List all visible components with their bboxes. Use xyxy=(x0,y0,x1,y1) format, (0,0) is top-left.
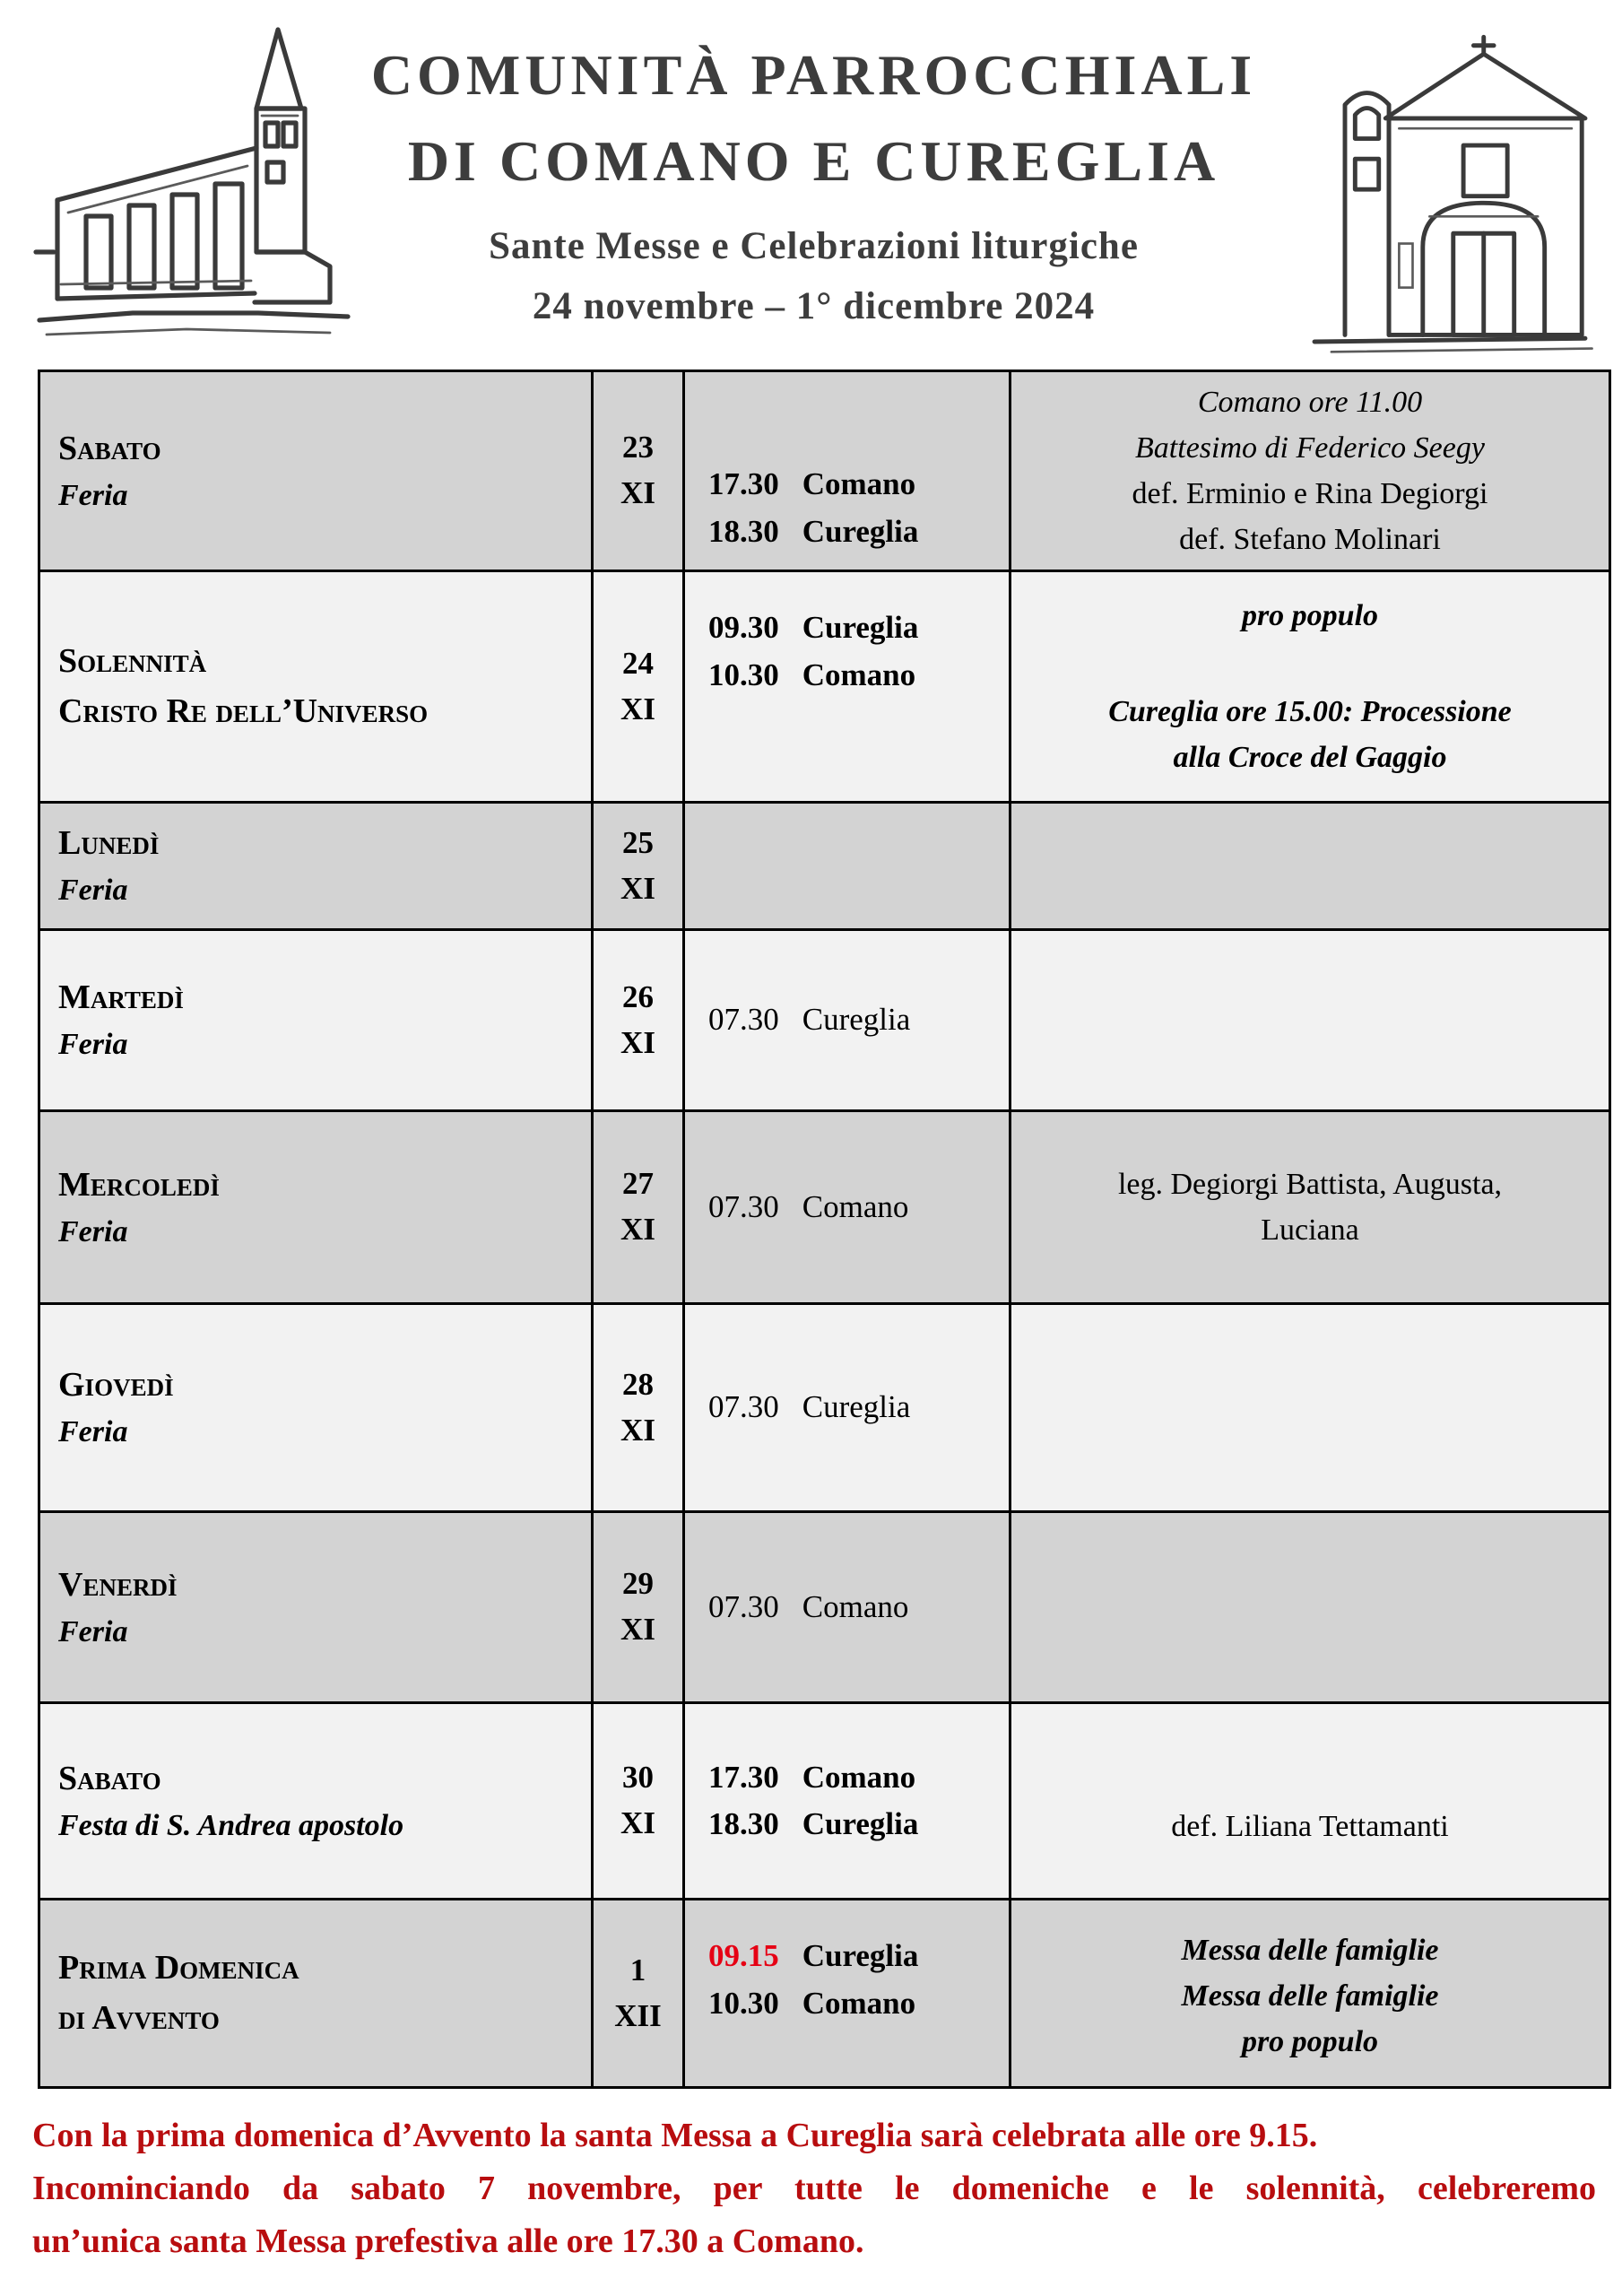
day-subtitle: Feria xyxy=(58,1028,128,1062)
mass-line xyxy=(708,1384,1009,1431)
note-line: def. Stefano Molinari xyxy=(1179,523,1441,556)
date-month: XI xyxy=(620,691,655,726)
date-cell xyxy=(593,1512,684,1703)
mass-time: 09.15 xyxy=(708,1938,779,1973)
mass-time: 18.30 xyxy=(708,513,779,549)
day-name: Lunedì xyxy=(58,824,160,863)
date-cell xyxy=(593,371,684,571)
mass-time: 07.30 xyxy=(708,1188,779,1224)
date-day: 24 xyxy=(622,645,654,681)
date-cell xyxy=(593,571,684,803)
notes-cell xyxy=(1010,1512,1610,1703)
table-row xyxy=(39,1304,1610,1512)
day-name: Sabato xyxy=(58,1759,161,1797)
page-title-line1: COMUNITÀ PARROCCHIALI xyxy=(370,43,1257,107)
schedule-table xyxy=(38,370,1611,2089)
mass-time: 07.30 xyxy=(708,1002,779,1038)
footer-line: Incominciando da sabato 7 novembre, per tutte le domeniche e le solennità, celebreremo xyxy=(32,2169,1596,2207)
note-line: pro populo xyxy=(1241,2025,1379,2058)
masses-cell xyxy=(684,1900,1010,2088)
mass-line xyxy=(708,1754,1009,1802)
date-day: 23 xyxy=(622,430,654,465)
masses-cell xyxy=(684,1512,1010,1703)
day-subtitle: Feria xyxy=(58,1415,128,1449)
day-subtitle: Feria xyxy=(58,874,128,908)
mass-time: 09.30 xyxy=(708,610,779,645)
day-cell xyxy=(39,371,593,571)
day-cell xyxy=(39,1703,593,1900)
date-day: 25 xyxy=(622,824,654,860)
footer-line: Con la prima domenica d’Avvento la santa Messa a Cureglia sarà celebrata alle ore 9.15. xyxy=(32,2117,1318,2154)
mass-line xyxy=(708,652,1009,700)
note-line: Messa delle famiglie xyxy=(1181,1979,1439,2013)
note-line: def. Liliana Tettamanti xyxy=(1171,1810,1449,1843)
mass-line xyxy=(708,461,1009,509)
day-cell xyxy=(39,571,593,803)
mass-line xyxy=(708,1801,1009,1848)
masses-cell xyxy=(684,1703,1010,1900)
note-line: Luciana xyxy=(1261,1213,1359,1247)
page-date-range: 24 novembre – 1° dicembre 2024 xyxy=(532,284,1096,327)
note-line: Cureglia ore 15.00: Processione xyxy=(1108,695,1512,728)
day-name: Venerdì xyxy=(58,1565,178,1604)
table-row xyxy=(39,1900,1610,2088)
mass-line xyxy=(708,1933,1009,1980)
notes-cell xyxy=(1010,930,1610,1111)
masses-cell xyxy=(684,1111,1010,1304)
day-name: Sabato xyxy=(58,429,161,467)
church-sketch-right xyxy=(1280,27,1619,357)
day-cell xyxy=(39,1304,593,1512)
day-cell xyxy=(39,1512,593,1703)
day-subtitle: Feria xyxy=(58,478,128,512)
mass-place: Cureglia xyxy=(802,1806,919,1841)
day-name: Cristo Re dell’Universo xyxy=(58,691,429,730)
notes-cell xyxy=(1010,571,1610,803)
notes-cell xyxy=(1010,1111,1610,1304)
church-sketch-left xyxy=(25,14,384,357)
mass-line xyxy=(708,1980,1009,2028)
table-row xyxy=(39,803,1610,930)
page-title-line2: DI COMANO E CUREGLIA xyxy=(407,129,1220,193)
note-line xyxy=(1026,639,1594,689)
notes-cell xyxy=(1010,1304,1610,1512)
note-line: pro populo xyxy=(1241,599,1379,632)
table-row xyxy=(39,930,1610,1111)
notes-cell xyxy=(1010,1900,1610,2088)
date-day: 28 xyxy=(622,1366,654,1402)
date-day: 30 xyxy=(622,1760,654,1796)
mass-place: Comano xyxy=(802,1188,909,1224)
table-row xyxy=(39,1111,1610,1304)
mass-line xyxy=(708,604,1009,652)
note-line: leg. Degiorgi Battista, Augusta, xyxy=(1117,1168,1503,1201)
date-cell xyxy=(593,803,684,930)
date-day: 27 xyxy=(622,1166,654,1202)
mass-time: 17.30 xyxy=(708,466,779,501)
masses-cell xyxy=(684,803,1010,930)
day-name: di Avvento xyxy=(58,1998,220,2037)
day-cell xyxy=(39,930,593,1111)
mass-place: Cureglia xyxy=(802,1938,919,1973)
date-month: XI xyxy=(620,1412,655,1448)
day-subtitle: Festa di S. Andrea apostolo xyxy=(58,1808,404,1842)
notes-cell xyxy=(1010,803,1610,930)
date-month: XI xyxy=(620,1805,655,1840)
mass-place: Cureglia xyxy=(802,1002,911,1038)
mass-line xyxy=(708,1184,1009,1231)
mass-place: Comano xyxy=(802,1759,916,1795)
day-cell xyxy=(39,803,593,930)
day-name: Giovedì xyxy=(58,1366,174,1405)
date-cell xyxy=(593,1900,684,2088)
date-cell xyxy=(593,930,684,1111)
date-day: 26 xyxy=(622,978,654,1014)
footer-line: un’unica santa Messa prefestiva alle ore 17.30 a Comano. xyxy=(32,2222,864,2260)
date-month: XI xyxy=(620,475,655,510)
note-line: Battesimo di Federico Seegy xyxy=(1135,431,1485,465)
mass-place: Cureglia xyxy=(802,1389,911,1425)
mass-time: 17.30 xyxy=(708,1759,779,1795)
notes-cell xyxy=(1010,371,1610,571)
date-month: XI xyxy=(620,1024,655,1060)
mass-place: Comano xyxy=(802,1985,916,2021)
masses-cell xyxy=(684,571,1010,803)
note-line: alla Croce del Gaggio xyxy=(1173,741,1447,774)
mass-time: 07.30 xyxy=(708,1389,779,1425)
date-day: 29 xyxy=(622,1566,654,1602)
date-month: XI xyxy=(620,1212,655,1247)
note-line: def. Erminio e Rina Degiorgi xyxy=(1132,477,1488,510)
mass-place: Comano xyxy=(802,466,916,501)
date-cell xyxy=(593,1703,684,1900)
footer-notice xyxy=(32,2109,1596,2268)
mass-time: 07.30 xyxy=(708,1588,779,1624)
note-line: Comano ore 11.00 xyxy=(1197,386,1423,419)
date-day: 1 xyxy=(629,1952,646,1987)
day-subtitle: Feria xyxy=(58,1214,128,1248)
page-subtitle: Sante Messe e Celebrazioni liturgiche xyxy=(489,225,1139,267)
mass-line xyxy=(708,1584,1009,1631)
date-month: XII xyxy=(614,1997,662,2033)
date-cell xyxy=(593,1304,684,1512)
masses-cell xyxy=(684,1304,1010,1512)
day-name: Mercoledì xyxy=(58,1165,220,1204)
day-name: Martedì xyxy=(58,978,184,1017)
schedule-table-body xyxy=(39,371,1610,2088)
day-name: Solennità xyxy=(58,642,207,681)
day-name: Prima Domenica xyxy=(58,1949,299,1987)
date-cell xyxy=(593,1111,684,1304)
masses-cell xyxy=(684,930,1010,1111)
mass-place: Comano xyxy=(802,657,916,692)
table-row xyxy=(39,1703,1610,1900)
day-subtitle: Feria xyxy=(58,1614,128,1648)
mass-time: 10.30 xyxy=(708,1985,779,2021)
note-line: Messa delle famiglie xyxy=(1181,1934,1439,1967)
date-month: XI xyxy=(620,1612,655,1647)
day-cell xyxy=(39,1900,593,2088)
table-row xyxy=(39,371,1610,571)
mass-place: Comano xyxy=(802,1588,909,1624)
mass-line xyxy=(708,509,1009,556)
page-header xyxy=(0,0,1622,366)
mass-place: Cureglia xyxy=(802,610,919,645)
notes-cell xyxy=(1010,1703,1610,1900)
masses-cell xyxy=(684,371,1010,571)
table-row xyxy=(39,571,1610,803)
mass-place: Cureglia xyxy=(802,513,919,549)
mass-time: 18.30 xyxy=(708,1806,779,1841)
mass-line xyxy=(708,996,1009,1044)
day-cell xyxy=(39,1111,593,1304)
table-row xyxy=(39,1512,1610,1703)
mass-time: 10.30 xyxy=(708,657,779,692)
date-month: XI xyxy=(620,870,655,906)
